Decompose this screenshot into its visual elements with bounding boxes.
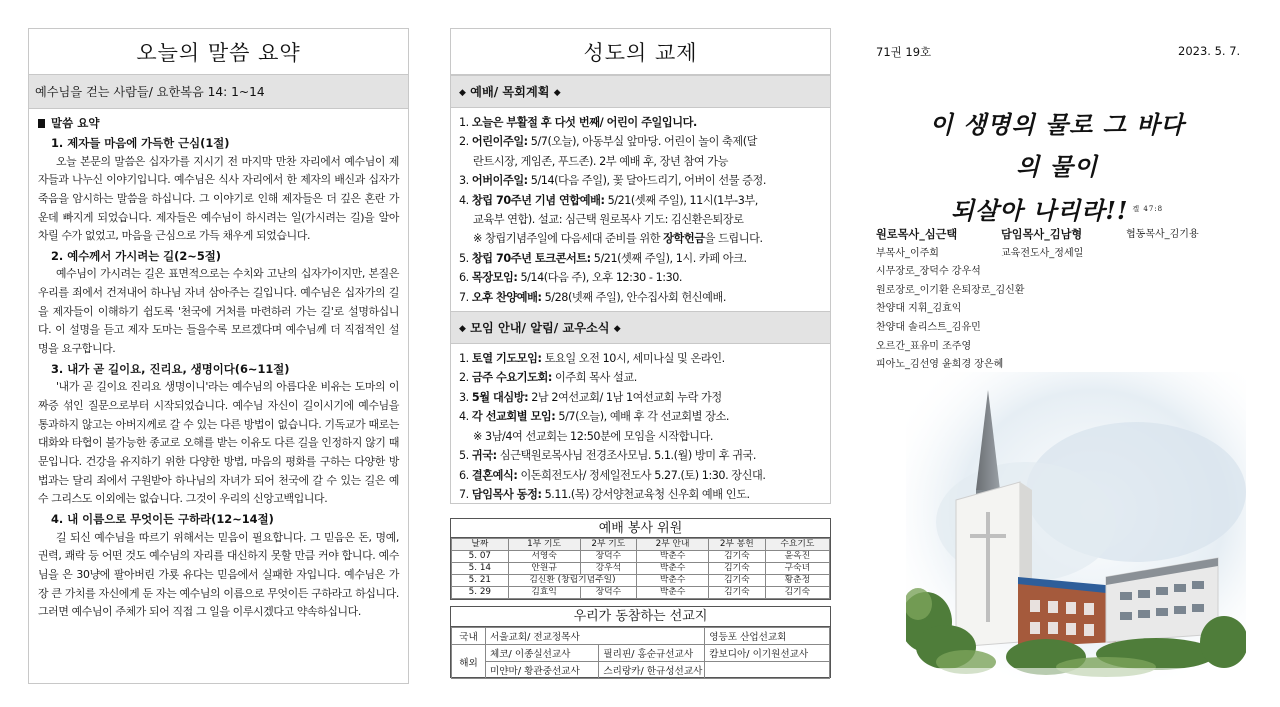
item-text: 심근택원로목사님 전경조사모님. 5.1.(월) 방미 후 귀국.: [496, 449, 757, 463]
table-cell: 체코/ 이종실선교사: [486, 645, 599, 662]
staff-name: 협동목사_김기용: [1126, 229, 1199, 240]
note-text: 을 드립니다.: [704, 232, 763, 246]
table-cell: 스리랑카/ 한규성선교사: [599, 662, 705, 679]
worship-subhead: [451, 75, 830, 108]
worship-subhead-label: 예배/ 목회계획: [470, 85, 550, 99]
section-title: 1. 제자들 마음에 가득한 근심(1절): [51, 136, 230, 150]
item-label: 결혼예식:: [471, 468, 518, 482]
sermon-section: [38, 360, 399, 509]
note-text: ※ 창립기념주일에 다음세대 준비를 위한: [473, 232, 664, 246]
table-cell: 서영숙: [508, 551, 580, 563]
square-bullet-icon: [38, 119, 45, 128]
bulletin-date: 2023. 5. 7.: [1178, 44, 1241, 58]
staff-row: [876, 226, 1199, 245]
table-header-cell: 날짜: [452, 539, 509, 551]
list-item: [459, 132, 824, 171]
item-text: 5/7(오늘), 아동부실 앞마당. 어린이 놀이 축제(달: [527, 135, 758, 149]
table-cell: 캄보디아/ 이기원선교사: [705, 645, 830, 662]
sermon-section: [38, 510, 399, 622]
diamond-icon: ◆: [553, 88, 561, 98]
table-row: [452, 645, 830, 662]
table-cell: 서울교회/ 전교정목사: [486, 628, 705, 645]
section-title: 4. 내 이름으로 무엇이든 구하라(12~14절): [51, 511, 274, 526]
item-number: 3.: [459, 390, 469, 404]
item-text: 2남 2여선교회/ 1남 1여선교회 누락 가정: [528, 390, 722, 404]
list-item: [459, 191, 824, 230]
item-number: 3.: [459, 174, 469, 188]
table-row-label: 국내: [452, 628, 486, 645]
item-label: 어린이주일:: [471, 135, 528, 149]
item-label: 각 선교회별 모임:: [471, 410, 556, 424]
notice-subhead-label: 모임 안내/ 알림/ 교우소식: [470, 321, 610, 336]
table-row: [452, 551, 830, 563]
staff-row: 찬양대 솔리스트_김유민: [876, 321, 981, 333]
table-cell: 필리핀/ 홍순규선교사: [599, 645, 705, 662]
table-header-cell: 수요기도: [765, 539, 829, 551]
list-item: [459, 388, 824, 407]
item-label: 오후 찬양예배:: [471, 290, 542, 304]
table-cell: 장덕수: [580, 551, 637, 563]
table-header-row: [452, 539, 830, 551]
item-continuation: 란트시장, 게임존, 푸드존). 2부 예배 후, 장년 참여 가능: [473, 154, 729, 168]
sermon-summary-label: 말씀 요약: [51, 116, 100, 130]
diamond-icon: ◆: [459, 324, 466, 335]
section-body: 오늘 본문의 말씀은 십자가를 지시기 전 마지막 만찬 자리에서 예수님이 제자들과 나누신 이야기입니다. 예수님은 식사 자리에서 한 제자의 배신과 십자가 죽음을 암시하는 말씀을 하십니다. 그 이야기로 인해 제자들은 더 깊은 혼란 가운데 빠지게 되었습니다. 제자들은 예수님이 하시려는 일(가시려는 길)을 알아차릴 수가 없었고, 마음을 근심으로 가득 채우게 되었습니다.: [38, 154, 399, 243]
item-number: 7.: [459, 290, 469, 304]
table-cell: 김기숙: [709, 575, 766, 587]
table-cell: 김기숙: [709, 587, 766, 599]
staff-row: [876, 245, 1199, 264]
item-text: 5/21(셋째 주일), 1시. 카페 아크.: [590, 251, 747, 265]
item-label: 목장모임:: [471, 271, 518, 285]
list-item: [459, 249, 824, 268]
item-text: 5/14(다음 주일), 꽃 달아드리기, 어버이 선물 증정.: [527, 174, 766, 188]
item-number: 4.: [459, 410, 469, 424]
item-label: 오늘은 부활절 후 다섯 번째/ 어린이 주일입니다.: [471, 116, 697, 129]
staff-row: 원로장로_이기환 은퇴장로_김신환: [876, 284, 1025, 296]
staff-row: 피아노_김선영 윤희경 장은혜: [876, 359, 1004, 371]
table-cell: 김기숙: [709, 563, 766, 575]
note-bold: 장학헌금: [663, 232, 705, 246]
list-item: [459, 368, 824, 387]
table-cell: 김효익: [508, 587, 580, 599]
item-text: 이돈희전도사/ 정세일전도사 5.27.(토) 1:30. 장신대.: [517, 468, 766, 482]
sermon-passage: 예수님을 걷는 사람들/ 요한복음 14: 1~14: [29, 75, 408, 109]
church-building-image: [906, 372, 1246, 680]
verse-line-2-text: 되살아 나리라!!: [950, 196, 1129, 225]
table-header-cell: 2부 기도: [580, 539, 637, 551]
table-row: [452, 662, 830, 679]
section-title: 3. 내가 곧 길이요, 진리요, 생명이다(6~11절): [51, 361, 290, 376]
item-number: 7.: [459, 487, 469, 501]
table-cell: 장덕수: [580, 587, 637, 599]
list-item: [459, 446, 824, 465]
item-label: 금주 수요기도회:: [471, 371, 552, 385]
table-cell: [705, 662, 830, 679]
item-number: 2.: [459, 135, 469, 149]
section-body: '내가 곧 길이요 진리요 생명이니'라는 예수님의 아름다운 비유는 도마의 이 짜증 섞인 질문으로부터 시작되었습니다. 예수님 자신이 길이시기에 예수님을 통과하지 않고는 아버지께로 갈 수 있는 다른 방법이 없습니다. 기독교가 때로는 대화와 타협이 불가능한 종교로 오해를 받는 이유도 다른 길을 인정하지 않기 때문입니다. 건강을 유지하기 위한 다양한 방법, 마음의 평화를 구하는 다양한 방법과는 달리 죄에서 구원받아 하나님의 자녀가 되어 천국에 갈 수 있는 길은 예수 그리스도 이외에는 없습니다. 그것이 우리의 신앙고백입니다.: [38, 380, 399, 506]
table-cell: 김기숙: [709, 551, 766, 563]
table-row: [452, 575, 830, 587]
church-illustration: [906, 372, 1246, 680]
item-number: 5.: [459, 251, 469, 265]
church-staff-list: [876, 226, 1199, 375]
sermon-section: [38, 134, 399, 246]
item-text: 5/14(다음 주), 오후 12:30 - 1:30.: [517, 271, 683, 285]
table-cell: 안원규: [508, 563, 580, 575]
item-number: 4.: [459, 193, 469, 207]
item-label: 창립 70주년 기념 연합예배:: [471, 193, 605, 207]
item-text: 토요일 오전 10시, 세미나실 및 온라인.: [541, 352, 725, 366]
item-continuation: 교육부 연합). 설교: 심근택 원로목사 기도: 김신환은퇴장로: [473, 213, 744, 227]
table-cell: 박춘수: [637, 563, 709, 575]
item-number: 6.: [459, 271, 469, 285]
item-number: 5.: [459, 449, 469, 463]
table-header-cell: 1부 기도: [508, 539, 580, 551]
item-label: 담임목사 동정:: [471, 487, 542, 501]
list-item: [459, 407, 824, 426]
item-label: 창립 70주년 토크콘서트:: [471, 251, 591, 265]
item-text: 5/21(셋째 주일), 11시(1부-3부,: [604, 193, 758, 207]
table-row: [452, 587, 830, 599]
section-body: 예수님이 가시려는 길은 표면적으로는 수치와 고난의 십자가이지만, 본질은 우리를 죄에서 건져내어 하나님 자녀 삼아주는 길입니다. 예수님은 십자가의 길을 제자들이 이해하기 쉽도록 '천국에 거처를 마련하러 가는 길'로 설명하십니다. 이 설명을 듣고 제자 도마는 들을수록 모르겠다며 예수님께 더 직접적인 설명을 요구합니다.: [38, 267, 399, 356]
staff-row: 찬양대 지휘_김효익: [876, 303, 962, 315]
table-cell: 구숙녀: [765, 563, 829, 575]
section-body: 길 되신 예수님을 따르기 위해서는 믿음이 필요합니다. 그 믿음은 돈, 명예, 권력, 쾌락 등 어떤 것도 예수님의 자리를 대신하지 못할 만큼 커야 합니다. 예수님을 은 30냥에 팔아버린 가룟 유다는 믿음에서 실패한 자입니다. 예수님은 가장 큰 가치를 자신에게 둔 자는 예수님의 이름으로 무엇이든 구하라고 하십니다. 그러면 예수님이 주체가 되어 직접 그 일을 이루시겠다고 약속하십니다.: [38, 530, 399, 619]
item-number: 1.: [459, 352, 469, 366]
item-label: 어버이주일:: [471, 174, 528, 188]
bulletin-volume: 71권 19호: [876, 45, 932, 59]
mission-partners-table: [450, 606, 831, 678]
table-row-label: 해외: [452, 645, 486, 679]
table-cell: 박춘수: [637, 575, 709, 587]
table-cell: 5. 14: [452, 563, 509, 575]
diamond-icon: ◆: [459, 88, 466, 98]
item-label: 귀국:: [471, 449, 497, 463]
item-number: 1.: [459, 116, 469, 129]
table-cell: 영등포 산업선교회: [705, 628, 830, 645]
table-header-cell: 2부 봉헌: [709, 539, 766, 551]
item-number: 6.: [459, 468, 469, 482]
staff-name: 부목사_이주희: [876, 247, 939, 259]
list-item: [459, 288, 824, 307]
list-item: [459, 113, 824, 132]
table-cell: 미얀마/ 황관중선교사: [486, 662, 599, 679]
item-text: 5/7(오늘), 예배 후 각 선교회별 장소.: [555, 410, 729, 424]
verse-line-1: 이 생명의 물로 그 바다의 물이: [929, 110, 1185, 181]
sermon-section: [38, 247, 399, 359]
table-cell: 5. 29: [452, 587, 509, 599]
item-text: 5.11.(목) 강서양천교육청 신우회 예배 인도.: [541, 487, 750, 501]
service-table-title: 예배 봉사 위원: [451, 519, 830, 538]
staff-row: 오르간_표유미 조주영: [876, 340, 972, 352]
table-cell: 강우석: [580, 563, 637, 575]
item-label: 토열 기도모임:: [471, 352, 542, 366]
item-text: 5/28(넷째 주일), 안수집사회 헌신예배.: [541, 290, 726, 304]
table-cell: 김신환 (창립기념주일): [508, 575, 637, 587]
service-table-grid: [451, 538, 830, 599]
sermon-panel: [28, 28, 409, 684]
table-row: [452, 563, 830, 575]
fellowship-panel: [450, 28, 831, 504]
list-item: [459, 485, 824, 504]
list-item: [459, 268, 824, 287]
worship-list: [451, 108, 830, 311]
mission-table-title: 우리가 동참하는 선교지: [451, 607, 830, 627]
fellowship-title: 성도의 교제: [451, 29, 830, 75]
staff-name: 담임목사_김남형: [1001, 228, 1083, 241]
diamond-icon: ◆: [613, 324, 621, 335]
table-cell: 박춘수: [637, 551, 709, 563]
table-row: [452, 628, 830, 645]
notice-list: [451, 344, 830, 508]
table-cell: 5. 07: [452, 551, 509, 563]
service-volunteers-table: [450, 518, 831, 600]
list-item: [459, 171, 824, 190]
sermon-title: 오늘의 말씀 요약: [29, 29, 408, 75]
item-label: 5월 대심방:: [471, 390, 529, 404]
sermon-summary-heading: [38, 115, 399, 131]
staff-name: 원로목사_심근택: [876, 228, 958, 241]
table-cell: 황춘정: [765, 575, 829, 587]
table-header-cell: 2부 안내: [637, 539, 709, 551]
table-cell: 김기숙: [765, 587, 829, 599]
staff-row: 시무장로_장덕수 강우석: [876, 266, 981, 278]
section-title: 2. 예수께서 가시려는 길(2~5절): [51, 248, 221, 263]
table-cell: 박춘수: [637, 587, 709, 599]
mission-note: ※ 3남/4여 선교회는 12:50분에 모임을 시작합니다.: [473, 429, 713, 443]
list-item: [459, 466, 824, 485]
item-number: 2.: [459, 371, 469, 385]
item-text: 이주희 목사 설교.: [551, 371, 637, 385]
mission-table-grid: [451, 627, 830, 679]
theme-verse: [922, 104, 1192, 232]
sermon-body: [29, 109, 408, 622]
list-item: [459, 349, 824, 368]
table-cell: 윤옥진: [765, 551, 829, 563]
staff-name: 교육전도사_정세일: [1001, 247, 1084, 259]
scholarship-note: [459, 229, 824, 248]
verse-reference: 겔 47:8: [1132, 205, 1164, 213]
table-cell: 5. 21: [452, 575, 509, 587]
notice-subhead: [451, 311, 830, 344]
